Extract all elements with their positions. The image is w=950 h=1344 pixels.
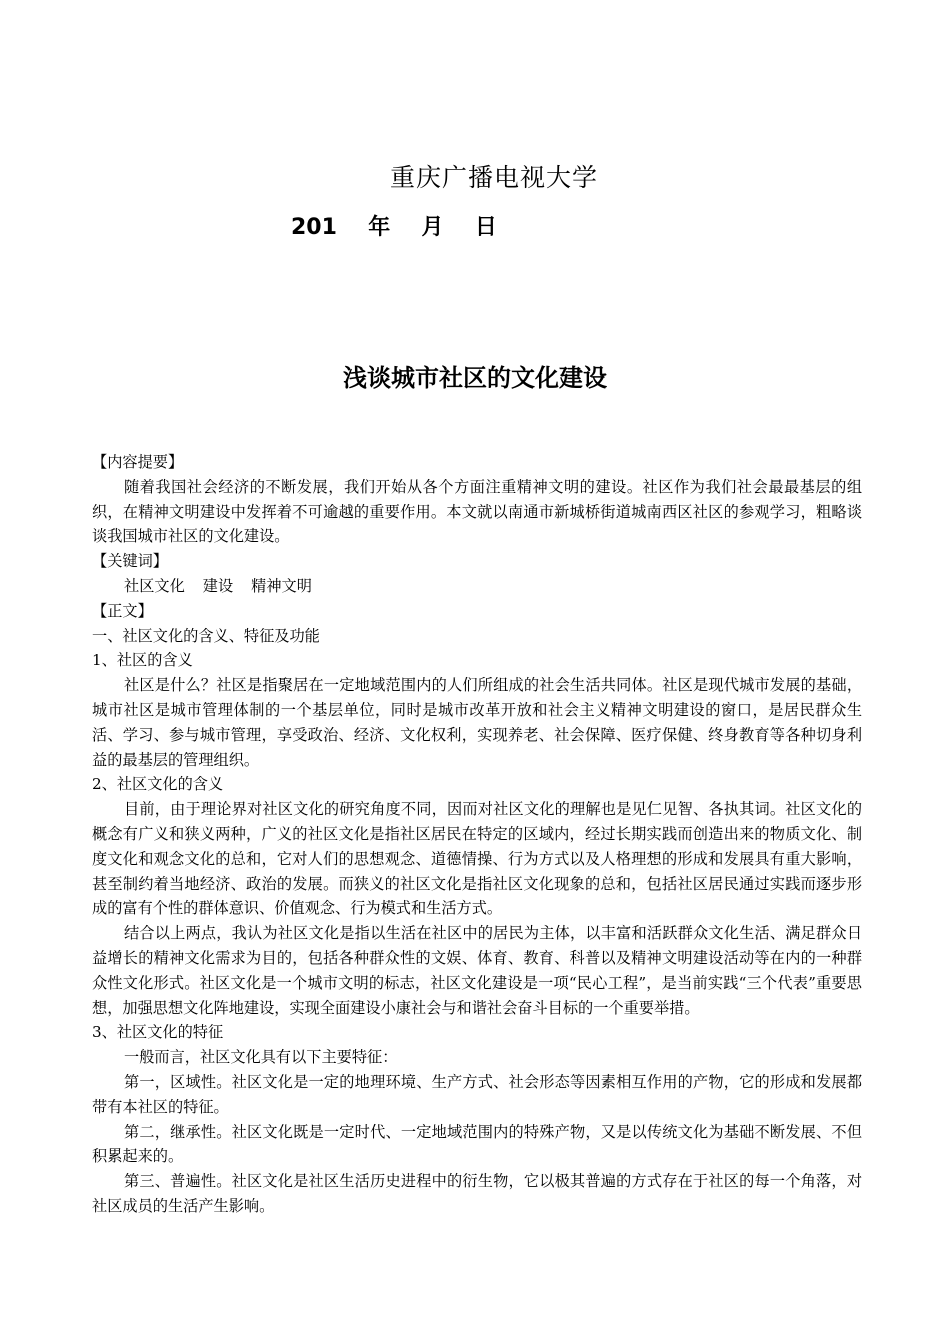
section-heading: 一、社区文化的含义、特征及功能 <box>92 626 320 645</box>
keyword-item: 精神文明 <box>251 576 312 595</box>
keyword-item: 建设 <box>202 576 234 595</box>
body-heading: 【正文】 <box>92 601 153 620</box>
abstract-text: 随着我国社会经济的不断发展，我们开始从各个方面注重精神文明的建设。社区作为我们社会最最基层的组织，在精神文明建设中发挥着不可逾越的重要作用。本文就以南通市新城桥街道城南西区社区的参观学习，粗略谈谈我国城市社区的文化建设。 <box>92 477 862 546</box>
paragraph: 一般而言，社区文化具有以下主要特征： <box>124 1048 398 1067</box>
date-line: 201 年 月 日 <box>291 215 497 240</box>
title-text: 浅谈城市社区的文化建设 <box>343 364 607 392</box>
paragraph: 目前，由于理论界对社区文化的研究角度不同，因而对社区文化的理解也是见仁见智、各执其词。社区文化的概念有广义和狭义两种，广义的社区文化是指社区居民在特定的区域内，经过长期实践而创造出来的物质文化、制度文化和观念文化的总和，它对人们的思想观念、道德情操、行为方式以及人格理想的形成和发展具有重大影响，甚至制约着当地经济、政治的发展。而狭义的社区文化是指社区文化现象的总和，包括社区居民通过实践而逐步形成的富有个性的群体意识、价值观念、行为模式和生活方式。 <box>92 800 862 918</box>
university-name: 重庆广播电视大学 <box>390 163 599 192</box>
keyword-item: 社区文化 <box>124 576 185 595</box>
abstract-heading: 【内容提要】 <box>92 453 184 471</box>
paragraph: 社区是什么？社区是指聚居在一定地域范围内的人们所组成的社会生活共同体。社区是现代城市发展的基础，城市社区是城市管理体制的一个基层单位，同时是城市改革开放和社会主义精神文明建设的窗口，是居民群众生活、学习、参与城市管理，享受政治、经济、文化权利，实现养老、社会保障、医疗保健、终身教育等各种切身利益的最基层的管理组织。 <box>92 676 862 769</box>
paragraph: 第三、普遍性。社区文化是社区生活历史进程中的衍生物，它以极其普遍的方式存在于社区的每一个角落，对社区成员的生活产生影响。 <box>92 1172 862 1215</box>
paragraph: 结合以上两点，我认为社区文化是指以生活在社区中的居民为主体，以丰富和活跃群众文化生活、满足群众日益增长的精神文化需求为目的，包括各种群众性的文娱、体育、教育、科普以及精神文明建设活动等在内的一种群众性文化形式。社区文化是一个城市文明的标志，社区文化建设是一项“民心工程”，是当前实践“三个代表”重要思想，加强思想文化阵地建设，实现全面建设小康社会与和谐社会奋斗目标的一个重要举措。 <box>92 924 862 1017</box>
paragraph: 第二，继承性。社区文化既是一定时代、一定地域范围内的特殊产物，又是以传统文化为基础不断发展、不但积累起来的。 <box>92 1122 862 1166</box>
subsection-heading: 2、社区文化的含义 <box>92 775 224 794</box>
document-body <box>92 450 862 1219</box>
keywords-heading: 【关键词】 <box>92 552 168 571</box>
subsection-heading: 1、社区的含义 <box>92 651 193 670</box>
subsection-heading: 3、社区文化的特征 <box>92 1023 224 1042</box>
keywords-list <box>92 574 862 599</box>
document-title <box>0 358 950 393</box>
paragraph: 第一，区域性。社区文化是一定的地理环境、生产方式、社会形态等因素相互作用的产物，它的形成和发展都带有本社区的特征。 <box>92 1072 862 1116</box>
